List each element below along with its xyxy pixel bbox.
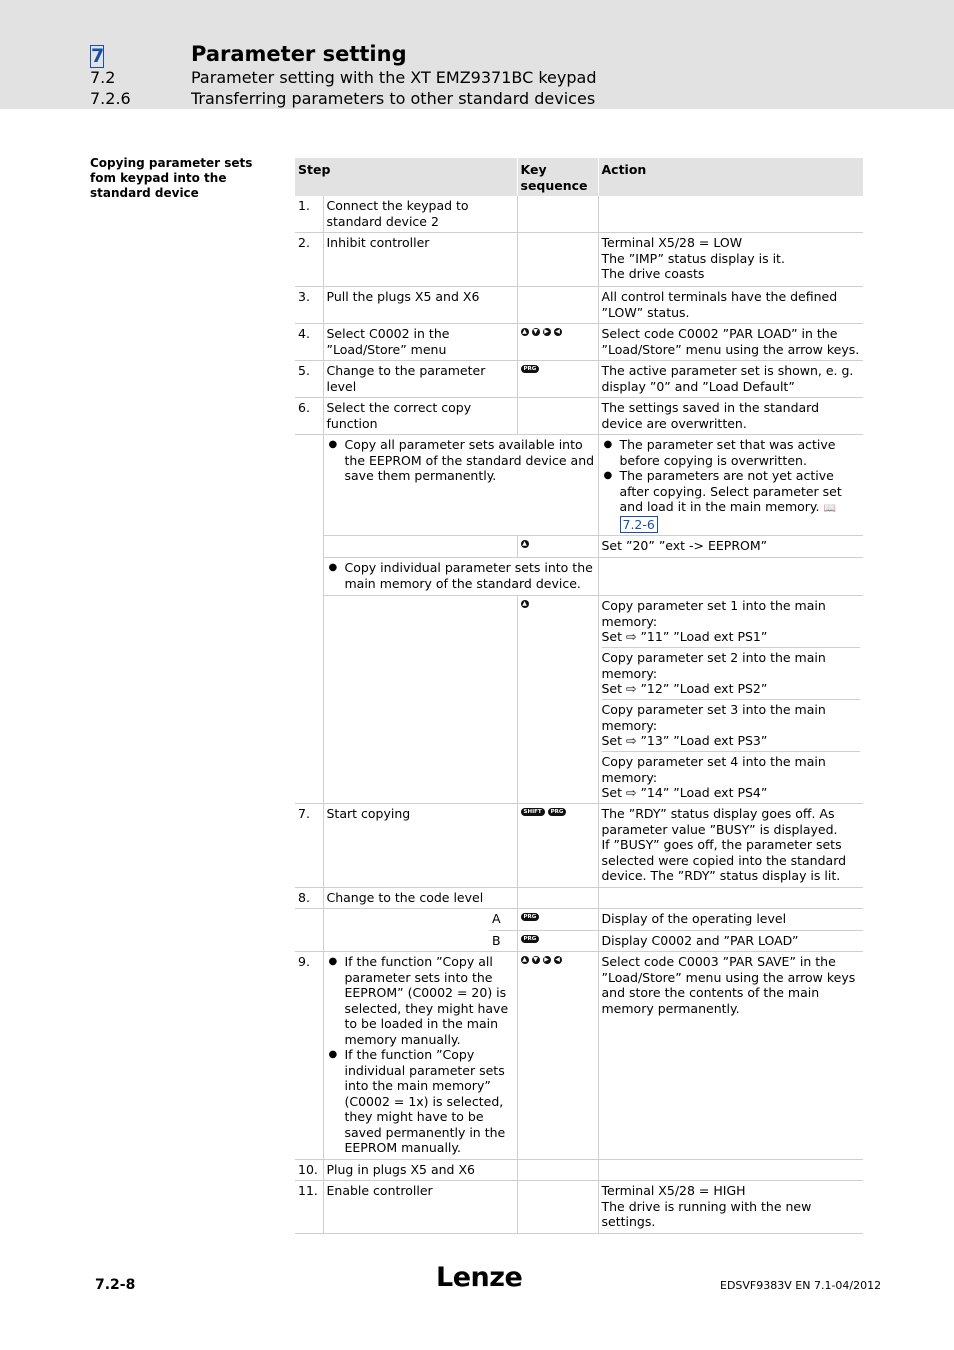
section-title: Parameter setting with the XT EMZ9371BC keypad xyxy=(191,68,597,87)
prg-key-icon: PRG xyxy=(521,365,540,373)
arrow-keys xyxy=(521,326,595,336)
step-number: 11. xyxy=(295,1181,323,1234)
subsection-title: Transferring parameters to other standard devices xyxy=(191,89,596,108)
table-row xyxy=(295,196,863,233)
step-action: The settings saved in the standard device are overwritten. xyxy=(598,398,863,435)
step-number: 9. xyxy=(295,952,323,1160)
arrow-right-icon: ▶ xyxy=(544,328,549,335)
step-action: The active parameter set is shown, e. g. display ”0” and ”Load Default” xyxy=(598,361,863,398)
step-number: 6. xyxy=(295,398,323,435)
table-row xyxy=(295,287,863,324)
document-reference: EDSVF9383V EN 7.1-04/2012 xyxy=(720,1279,882,1292)
arrow-left-icon: ◀ xyxy=(555,328,560,335)
step-number: 10. xyxy=(295,1159,323,1181)
table-row xyxy=(295,887,863,909)
shift-key-icon: SHIFT xyxy=(521,808,545,816)
table-row xyxy=(295,909,863,931)
step-number: 4. xyxy=(295,324,323,361)
step-action: The ”RDY” status display goes off. As parameter value ”BUSY” is displayed. If ”BUSY” goes off, the parameter sets selected were copied into the standard device. The ”RDY” status display is lit. xyxy=(598,804,863,888)
step-action: Terminal X5/28 = LOW The ”IMP” status display is it. The drive coasts xyxy=(598,233,863,287)
table-row xyxy=(295,804,863,888)
step-action: Select code C0003 ”PAR SAVE” in the ”Load/Store” menu using the arrow keys and store the contents of the main memory permanently. xyxy=(598,952,863,1160)
step-number: 1. xyxy=(295,196,323,233)
prg-key-icon: PRG xyxy=(548,808,567,816)
copy-ps4-action: Copy parameter set 4 into the main memory: Set ⇨ ”14” ”Load ext PS4” xyxy=(601,754,826,800)
step-text: Change to the code level xyxy=(323,887,517,909)
step-text: Plug in plugs X5 and X6 xyxy=(323,1159,517,1181)
arrow-up-icon: ▲ xyxy=(522,328,527,335)
table-header-row xyxy=(295,158,863,196)
table-row xyxy=(295,536,863,558)
step-action: Terminal X5/28 = HIGH The drive is running with the new settings. xyxy=(598,1181,863,1234)
table-row xyxy=(295,596,863,804)
step-number: 8. xyxy=(295,887,323,909)
arrow-left-icon: ◀ xyxy=(555,956,560,963)
section-number: 7.2 xyxy=(90,68,116,87)
sub-step-label: B xyxy=(489,930,517,952)
step-bullet: ● If the function ”Copy all parameter sets into the EEPROM” (C0002 = 20) is selected, they might have to be loaded in the main memory manually. xyxy=(327,954,514,1047)
step-text: Select C0002 in the ”Load/Store” menu xyxy=(323,324,517,361)
prg-key-icon: PRG xyxy=(521,935,540,943)
table-row xyxy=(295,1159,863,1181)
header-keys: Key sequence xyxy=(517,158,598,196)
table-row xyxy=(295,233,863,287)
header-step: Step xyxy=(295,158,517,196)
step-text: Start copying xyxy=(323,804,517,888)
action-bullet: ● The parameter set that was active before copying is overwritten. xyxy=(602,437,861,468)
side-heading: Copying parameter sets fom keypad into the standard device xyxy=(90,156,253,200)
sub-step-label: A xyxy=(489,909,517,931)
page-reference-link[interactable]: 7.2-6 xyxy=(620,516,658,533)
step-text: Inhibit controller xyxy=(323,233,517,287)
arrow-down-icon: ▼ xyxy=(533,956,538,963)
arrow-up-icon: ▲ xyxy=(522,956,527,963)
header-action: Action xyxy=(598,158,863,196)
subsection-number: 7.2.6 xyxy=(90,89,131,108)
step-number: 3. xyxy=(295,287,323,324)
step-text: Change to the parameter level xyxy=(323,361,517,398)
procedure-table-body xyxy=(295,158,863,1234)
step-action: Set ”20” ”ext -> EEPROM” xyxy=(598,536,863,558)
table-row xyxy=(295,952,863,1160)
table-row xyxy=(295,324,863,361)
step-text: Enable controller xyxy=(323,1181,517,1234)
copy-ps2-action: Copy parameter set 2 into the main memory: Set ⇨ ”12” ”Load ext PS2” xyxy=(602,648,861,700)
step-bullet: ● Copy individual parameter sets into the main memory of the standard device. xyxy=(327,560,595,591)
step-action: Select code C0002 ”PAR LOAD” in the ”Load/Store” menu using the arrow keys. xyxy=(598,324,863,361)
step-text: Select the correct copy function xyxy=(323,398,517,435)
step-action: All control terminals have the defined ”LOW” status. xyxy=(598,287,863,324)
table-row xyxy=(295,435,863,536)
chapter-title: Parameter setting xyxy=(191,42,407,66)
table-row xyxy=(295,930,863,952)
table-row xyxy=(295,398,863,435)
book-icon: 📖 xyxy=(823,503,836,514)
table-row xyxy=(295,558,863,596)
arrow-right-icon: ▶ xyxy=(544,956,549,963)
step-number: 7. xyxy=(295,804,323,888)
table-row xyxy=(295,1181,863,1234)
step-text: Connect the keypad to standard device 2 xyxy=(323,196,517,233)
chapter-number[interactable]: 7 xyxy=(91,45,105,67)
action-bullet: The parameters are not yet active after copying. Select parameter set and load it in the main memory. xyxy=(619,468,842,514)
arrow-up-icon: ▲ xyxy=(522,540,527,547)
prg-key-icon: PRG xyxy=(521,913,540,921)
arrow-down-icon: ▼ xyxy=(533,328,538,335)
copy-ps3-action: Copy parameter set 3 into the main memory: Set ⇨ ”13” ”Load ext PS3” xyxy=(602,700,861,752)
page-number: 7.2-8 xyxy=(95,1277,136,1293)
copy-ps1-action: Copy parameter set 1 into the main memory: Set ⇨ ”11” ”Load ext PS1” xyxy=(602,596,861,648)
step-number: 5. xyxy=(295,361,323,398)
step-number: 2. xyxy=(295,233,323,287)
step-action: Display of the operating level xyxy=(598,909,863,931)
step-bullet: ● Copy all parameter sets available into the EEPROM of the standard device and save them permanently. xyxy=(327,437,595,484)
table-row xyxy=(295,361,863,398)
lenze-logo: Lenze xyxy=(436,1262,523,1293)
arrow-up-icon: ▲ xyxy=(522,600,527,607)
step-action: Display C0002 and ”PAR LOAD” xyxy=(598,930,863,952)
step-bullet: ● If the function ”Copy individual parameter sets into the main memory” (C0002 = 1x) is selected, they might have to be saved permanently in the EEPROM manually. xyxy=(327,1047,514,1156)
step-text: Pull the plugs X5 and X6 xyxy=(323,287,517,324)
